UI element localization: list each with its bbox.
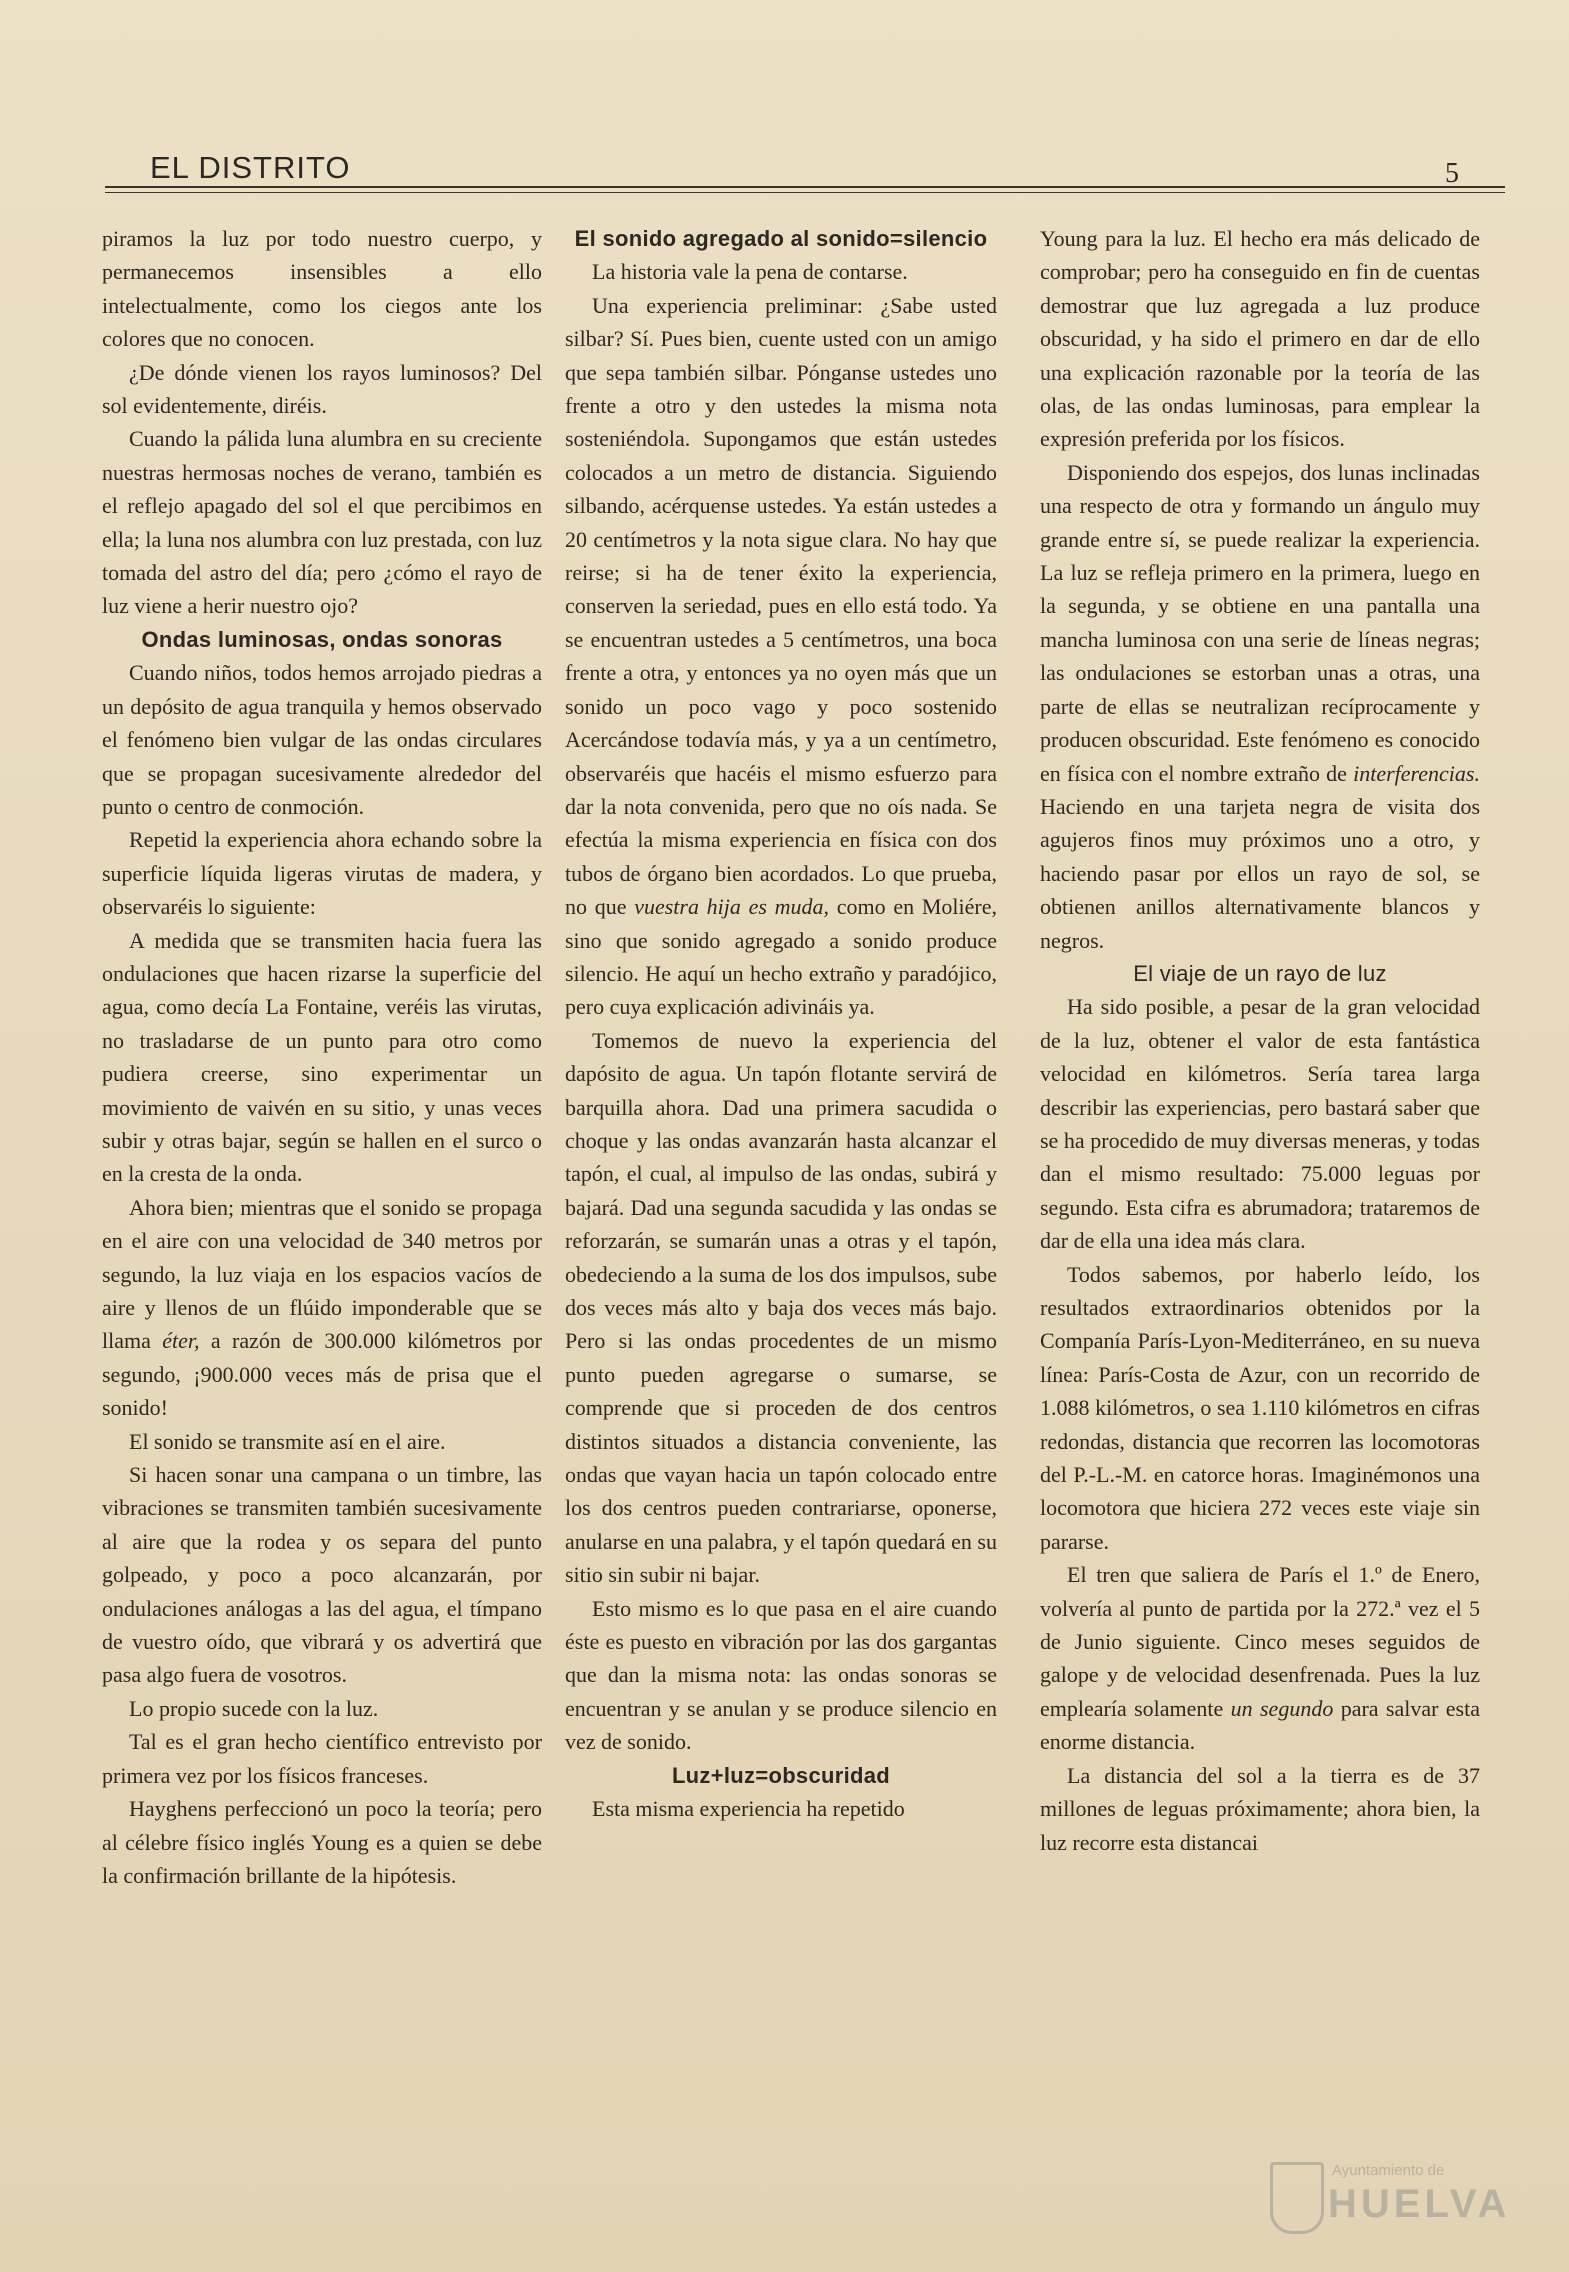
paragraph <box>1040 456 1480 957</box>
paragraph: ¿De dónde vienen los rayos luminosos? Del sol evidentemente, diréis. <box>102 359 542 419</box>
text-run: El tren que saliera de París el 1.º de Enero, volvería al punto de partida por la 272.ª vez el 5 de Junio siguiente. Cinco meses seguidos de galope y de velocidad desenfrenada. Pues la luz emplearía solamente <box>1040 1562 1480 1721</box>
text-run: Haciendo en una tarjeta negra de visita dos agujeros finos muy próximos uno a otro, y haciendo pasar por ellos un rayo de sol, se obtienen anillos alternativamente blancos y negros. <box>1040 793 1480 953</box>
column-2 <box>565 222 997 1826</box>
text-run: Ahora bien; mientras que el sonido se propaga en el aire con una velocidad de 340 metros por segundo, la luz viaja en los espacios vacíos de aire y llenos de un flúido imponderable que se llama <box>102 1194 542 1354</box>
paragraph: Tomemos de nuevo la experiencia del dapósito de agua. Un tapón flotante servirá de barquilla ahora. Dad una primera sacudida o choque y las ondas avanzarán hasta alcanzar el tapón, el cual, al impulso de las ondas, subirá y bajará. Dad una segunda sacudida y las ondas se reforzarán, se sumarán unas a otras y el tapón, obedeciendo a la suma de los dos impulsos, sube dos veces más alto y baja dos veces más bajo. Pero si las ondas procedentes de un mismo punto pueden agregarse o sumarse, se comprende que si proceden de dos centros distintos situados a distancia conveniente, las ondas que vayan hacia un tapón colocado entre los dos centros pueden contrariarse, oponerse, anularse en una palabra, y el tapón quedará en su sitio sin subir ni bajar. <box>565 1027 997 1588</box>
page-header <box>105 142 1505 198</box>
paragraph: Cuando la pálida luna alumbra en su creciente nuestras hermosas noches de verano, también es el reflejo apagado del sol el que percibimos en ella; la luna nos alumbra con luz prestada, con luz tomada del astro del día; pero ¿cómo el rayo de luz viene a herir nuestro ojo? <box>102 426 542 619</box>
paragraph: Repetid la experiencia ahora echando sobre la superficie líquida ligeras virutas de madera, y observaréis lo siguiente: <box>102 827 542 920</box>
paragraph: A medida que se transmiten hacia fuera las ondulaciones que hacen rizarse la superficie del agua, como decía La Fontaine, veréis las virutas, no trasladarse de un punto para otro como pudiera creerse, sino experimentar un movimiento de vaivén en su sitio, y unas veces subir y otras bajar, según se hallen en el surco o en la cresta de la onda. <box>102 927 542 1187</box>
italic-term: interferencias. <box>1353 760 1480 786</box>
column-1 <box>102 222 542 1892</box>
page-number: 5 <box>1445 158 1459 189</box>
paragraph: La historia vale la pena de contarse. <box>592 259 908 285</box>
paragraph: Young para la luz. El hecho era más delicado de comprobar; pero ha conseguido en fin de cuentas demostrar que luz agregada a luz produce obscuridad, y ha sido el primero en dar de ello una explicación razonable por la teoría de las olas, de las ondas luminosas, para emplear la expresión preferida por los físicos. <box>1040 226 1480 452</box>
italic-term: éter, <box>162 1328 200 1354</box>
section-heading: Ondas luminosas, ondas sonoras <box>141 626 503 652</box>
shield-icon <box>1270 2162 1324 2234</box>
paragraph <box>102 1191 542 1425</box>
paragraph: Lo propio sucede con la luz. <box>129 1695 379 1721</box>
text-run: a razón de 300.000 kilómetros por segundo, ¡900.000 veces más de prisa que el sonido! <box>102 1328 542 1421</box>
text-run: Una experiencia preliminar: ¿Sabe usted silbar? Sí. Pues bien, cuente usted con un amigo que sepa también silbar. Pónganse ustedes uno frente a otro y den ustedes la misma nota sosteniéndola. Supongamos que están ustedes colocados a un metro de distancia. Siguiendo silbando, acérquense ustedes. Ya están ustedes a 20 centímetros y la nota sigue clara. No hay que reirse; si ha de tener éxito la experiencia, conserven la seriedad, pues en ello está todo. Ya se encuentran ustedes a 5 centímetros, una boca frente a otra, y entonces ya no oyen más que un sonido un poco vago y poco sostenido Acercándose todavía más, y ya a un centímetro, observaréis que hacéis el mismo esfuerzo para dar la nota convenida, pero que no oís nada. Se efectúa la misma experiencia en física con dos tubos de órgano bien acordados. Lo que prueba, no que <box>565 292 997 920</box>
text-run: Disponiendo dos espejos, dos lunas inclinadas una respecto de otra y formando un ángulo muy grande entre sí, se puede realizar la experiencia. La luz se refleja primero en la primera, luego en la segunda, y se obtiene en una pantalla una mancha luminosa con una serie de líneas negras; las ondulaciones se estorban unas a otras, una parte de ellas se neutralizan recíprocamente y producen obscuridad. Este fenómeno es conocido en física con el nombre extraño de <box>1040 459 1480 786</box>
header-rule-thin <box>105 192 1505 193</box>
paragraph: Todos sabemos, por haberlo leído, los resultados extraordinarios obtenidos por la Companía París-Lyon-Mediterráneo, en su nueva línea: París-Costa de Azur, con un recorrido de 1.088 kilómetros, o sea 1.110 kilómetros en cifras redondas, distancia que recorren las locomotoras del P.-L.-M. en catorce horas. Imaginémonos una locomotora que hiciera 272 veces este viaje sin pararse. <box>1040 1261 1480 1554</box>
section-heading: Luz+luz=obscuridad <box>671 1762 891 1788</box>
watermark-line-2: HUELVA <box>1328 2182 1511 2226</box>
italic-term: un segundo <box>1230 1695 1334 1721</box>
paragraph: Ha sido posible, a pesar de la gran velocidad de la luz, obtener el valor de esta fantástica velocidad en kilómetros. Sería tarea larga describir las experiencias, pero bastará saber que se ha procedido de muy diversas meneras, y todas dan el mismo resultado: 75.000 leguas por segundo. Esta cifra es abrumadora; trataremos de dar de ella una idea más clara. <box>1040 994 1480 1254</box>
paragraph <box>565 289 997 1024</box>
archive-watermark <box>1270 2152 1511 2242</box>
paragraph: El sonido se transmite así en el aire. <box>129 1428 446 1454</box>
text-run: para salvar esta enorme distancia. <box>1040 1695 1480 1755</box>
watermark-line-1: Ayuntamiento de <box>1332 2162 1445 2179</box>
header-rule <box>105 186 1505 188</box>
paragraph: Si hacen sonar una campana o un timbre, las vibraciones se transmiten también sucesivamente al aire que la rodea y os separa del punto golpeado, y poco a poco alcanzarán, por ondulaciones análogas a las del agua, el tímpano de vuestro oído, que vibrará y os advertirá que pasa algo fuera de vosotros. <box>102 1462 542 1688</box>
paragraph <box>1040 1558 1480 1758</box>
section-heading: El viaje de un rayo de luz <box>1133 960 1387 986</box>
paragraph: Cuando niños, todos hemos arrojado piedras a un depósito de agua tranquila y hemos observado el fenómeno bien vulgar de las ondas circulares que se propagan sucesivamente alrededor del punto o centro de conmoción. <box>102 660 542 819</box>
paragraph: Esto mismo es lo que pasa en el aire cuando éste es puesto en vibración por las dos gargantas que dan la misma nota: las ondas sonoras se encuentran y se anulan y se produce silencio en vez de sonido. <box>565 1595 997 1755</box>
paragraph: La distancia del sol a la tierra es de 37 millones de leguas próximamente; ahora bien, la luz recorre esta distancai <box>1040 1762 1480 1855</box>
publication-title: EL DISTRITO <box>150 150 351 185</box>
paragraph: Esta misma experiencia ha repetido <box>592 1796 905 1822</box>
text-run: como en Moliére, sino que sonido agregado a sonido produce silencio. He aquí un hecho extraño y paradójico, pero cuya explicación adivináis ya. <box>565 894 997 1020</box>
paragraph: Hayghens perfeccionó un poco la teoría; pero al célebre físico inglés Young es a quien se debe la confirmación brillante de la hipótesis. <box>102 1796 542 1888</box>
column-3 <box>1040 222 1480 1859</box>
paragraph: Tal es el gran hecho científico entrevisto por primera vez por los físicos franceses. <box>102 1729 542 1788</box>
section-heading: El sonido agregado al sonido=silencio <box>574 226 988 251</box>
paragraph: piramos la luz por todo nuestro cuerpo, y permanecemos insensibles a ello intelectualmente, como los ciegos ante los colores que no conocen. <box>102 226 542 352</box>
italic-term: vuestra hija es muda, <box>634 894 830 920</box>
